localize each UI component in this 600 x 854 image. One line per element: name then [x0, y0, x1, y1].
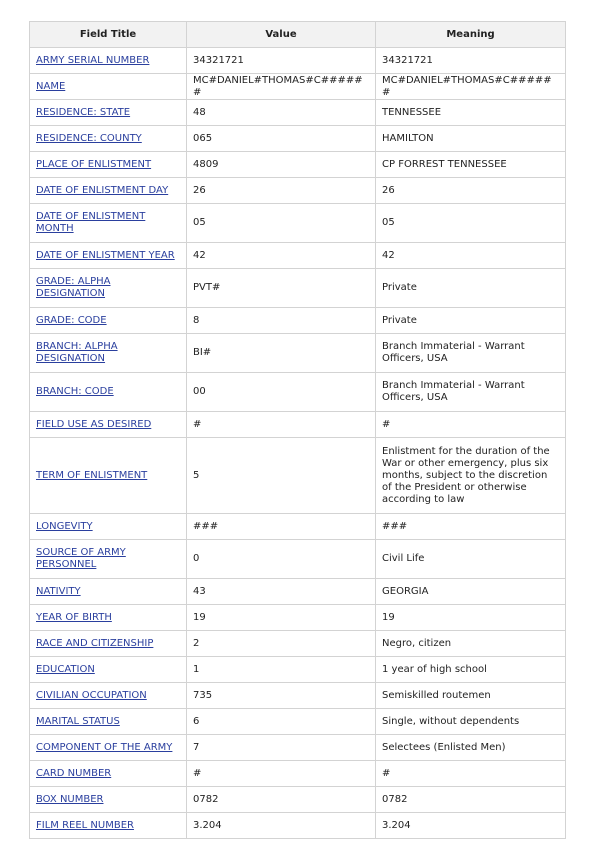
field-title-cell: [30, 709, 187, 735]
value-cell: MC#DANIEL#THOMAS#C######: [187, 74, 376, 100]
table-row: [30, 48, 566, 74]
meaning-cell: Semiskilled routemen: [376, 683, 566, 709]
field-title-link[interactable]: GRADE: ALPHA DESIGNATION: [36, 276, 111, 299]
field-title-cell: [30, 579, 187, 605]
meaning-cell: 0782: [376, 787, 566, 813]
table-row: [30, 579, 566, 605]
meaning-cell: GEORGIA: [376, 579, 566, 605]
table-row: [30, 334, 566, 373]
field-title-link[interactable]: LONGEVITY: [36, 520, 93, 532]
field-title-cell: [30, 243, 187, 269]
field-title-link[interactable]: FILM REEL NUMBER: [36, 819, 134, 831]
table-row: [30, 243, 566, 269]
field-title-cell: [30, 631, 187, 657]
field-title-link[interactable]: RESIDENCE: STATE: [36, 106, 131, 118]
meaning-cell: 05: [376, 204, 566, 243]
value-cell: 7: [187, 735, 376, 761]
field-title-link[interactable]: EDUCATION: [36, 663, 95, 675]
meaning-cell: Enlistment for the duration of the War or other emergency, plus six months, subject to the discretion of the President or otherwise according to law: [376, 438, 566, 514]
field-title-link[interactable]: CIVILIAN OCCUPATION: [36, 689, 147, 701]
meaning-cell: Private: [376, 269, 566, 308]
value-cell: 0: [187, 540, 376, 579]
table-row: [30, 204, 566, 243]
value-cell: 6: [187, 709, 376, 735]
table-row: [30, 657, 566, 683]
field-title-link[interactable]: BRANCH: ALPHA DESIGNATION: [36, 341, 118, 364]
meaning-cell: HAMILTON: [376, 126, 566, 152]
meaning-cell: 42: [376, 243, 566, 269]
table-row: [30, 152, 566, 178]
meaning-cell: Selectees (Enlisted Men): [376, 735, 566, 761]
field-title-link[interactable]: RESIDENCE: COUNTY: [36, 132, 142, 144]
field-title-cell: [30, 813, 187, 839]
meaning-cell: Branch Immaterial - Warrant Officers, USA: [376, 334, 566, 373]
field-title-link[interactable]: TERM OF ENLISTMENT: [36, 469, 148, 481]
field-title-link[interactable]: CARD NUMBER: [36, 767, 112, 779]
field-title-cell: [30, 657, 187, 683]
value-cell: 19: [187, 605, 376, 631]
field-title-cell: [30, 412, 187, 438]
table-row: [30, 178, 566, 204]
field-title-link[interactable]: YEAR OF BIRTH: [36, 611, 112, 623]
field-title-cell: [30, 438, 187, 514]
field-title-link[interactable]: BOX NUMBER: [36, 793, 104, 805]
table-row: [30, 631, 566, 657]
field-title-link[interactable]: PLACE OF ENLISTMENT: [36, 158, 152, 170]
meaning-cell: 19: [376, 605, 566, 631]
value-cell: 34321721: [187, 48, 376, 74]
table-row: [30, 761, 566, 787]
table-row: [30, 373, 566, 412]
table-row: [30, 308, 566, 334]
field-title-cell: [30, 683, 187, 709]
field-title-link[interactable]: GRADE: CODE: [36, 314, 107, 326]
value-cell: 735: [187, 683, 376, 709]
value-cell: 3.204: [187, 813, 376, 839]
meaning-cell: 3.204: [376, 813, 566, 839]
table-row: [30, 540, 566, 579]
value-cell: 4809: [187, 152, 376, 178]
field-title-link[interactable]: NAME: [36, 80, 66, 92]
field-title-cell: [30, 787, 187, 813]
field-title-link[interactable]: DATE OF ENLISTMENT MONTH: [36, 211, 146, 234]
meaning-cell: TENNESSEE: [376, 100, 566, 126]
value-cell: 065: [187, 126, 376, 152]
field-title-cell: [30, 373, 187, 412]
value-cell: 1: [187, 657, 376, 683]
meaning-cell: 1 year of high school: [376, 657, 566, 683]
field-title-cell: [30, 48, 187, 74]
field-title-cell: [30, 269, 187, 308]
record-details-table: [29, 21, 566, 839]
header-field-title: Field Title: [30, 22, 187, 48]
meaning-cell: 26: [376, 178, 566, 204]
field-title-link[interactable]: DATE OF ENLISTMENT YEAR: [36, 249, 175, 261]
field-title-cell: [30, 540, 187, 579]
value-cell: #: [187, 761, 376, 787]
field-title-cell: [30, 178, 187, 204]
value-cell: 0782: [187, 787, 376, 813]
table-row: [30, 683, 566, 709]
field-title-link[interactable]: NATIVITY: [36, 585, 81, 597]
value-cell: BI#: [187, 334, 376, 373]
table-row: [30, 813, 566, 839]
value-cell: 8: [187, 308, 376, 334]
field-title-cell: [30, 126, 187, 152]
field-title-cell: [30, 514, 187, 540]
table-row: [30, 514, 566, 540]
field-title-link[interactable]: RACE AND CITIZENSHIP: [36, 637, 154, 649]
value-cell: 05: [187, 204, 376, 243]
record-details-container: [29, 21, 565, 839]
meaning-cell: #: [376, 761, 566, 787]
field-title-cell: [30, 334, 187, 373]
meaning-cell: Branch Immaterial - Warrant Officers, USA: [376, 373, 566, 412]
table-row: [30, 735, 566, 761]
meaning-cell: #: [376, 412, 566, 438]
table-row: [30, 126, 566, 152]
value-cell: #: [187, 412, 376, 438]
meaning-cell: Negro, citizen: [376, 631, 566, 657]
field-title-cell: [30, 204, 187, 243]
value-cell: 48: [187, 100, 376, 126]
table-row: [30, 438, 566, 514]
field-title-cell: [30, 735, 187, 761]
header-value: Value: [187, 22, 376, 48]
table-row: [30, 412, 566, 438]
value-cell: ###: [187, 514, 376, 540]
field-title-link[interactable]: ARMY SERIAL NUMBER: [36, 54, 150, 66]
field-title-link[interactable]: COMPONENT OF THE ARMY: [36, 741, 173, 753]
table-header-row: [30, 22, 566, 48]
meaning-cell: MC#DANIEL#THOMAS#C######: [376, 74, 566, 100]
field-title-link[interactable]: BRANCH: CODE: [36, 386, 114, 397]
field-title-cell: [30, 308, 187, 334]
field-title-cell: [30, 100, 187, 126]
meaning-cell: Civil Life: [376, 540, 566, 579]
value-cell: 2: [187, 631, 376, 657]
value-cell: PVT#: [187, 269, 376, 308]
field-title-link[interactable]: DATE OF ENLISTMENT DAY: [36, 184, 169, 196]
field-title-link[interactable]: MARITAL STATUS: [36, 715, 120, 727]
value-cell: 43: [187, 579, 376, 605]
value-cell: 00: [187, 373, 376, 412]
table-row: [30, 100, 566, 126]
meaning-cell: 34321721: [376, 48, 566, 74]
value-cell: 42: [187, 243, 376, 269]
table-row: [30, 709, 566, 735]
meaning-cell: CP FORREST TENNESSEE: [376, 152, 566, 178]
meaning-cell: Private: [376, 308, 566, 334]
meaning-cell: Single, without dependents: [376, 709, 566, 735]
value-cell: 26: [187, 178, 376, 204]
field-title-cell: [30, 152, 187, 178]
field-title-cell: [30, 74, 187, 100]
table-row: [30, 605, 566, 631]
table-row: [30, 269, 566, 308]
table-row: [30, 787, 566, 813]
table-body: [30, 48, 566, 839]
table-row: [30, 74, 566, 100]
field-title-link[interactable]: FIELD USE AS DESIRED: [36, 418, 152, 430]
field-title-cell: [30, 761, 187, 787]
header-meaning: Meaning: [376, 22, 566, 48]
value-cell: 5: [187, 438, 376, 514]
field-title-cell: [30, 605, 187, 631]
field-title-link[interactable]: SOURCE OF ARMY PERSONNEL: [36, 547, 126, 570]
meaning-cell: ###: [376, 514, 566, 540]
